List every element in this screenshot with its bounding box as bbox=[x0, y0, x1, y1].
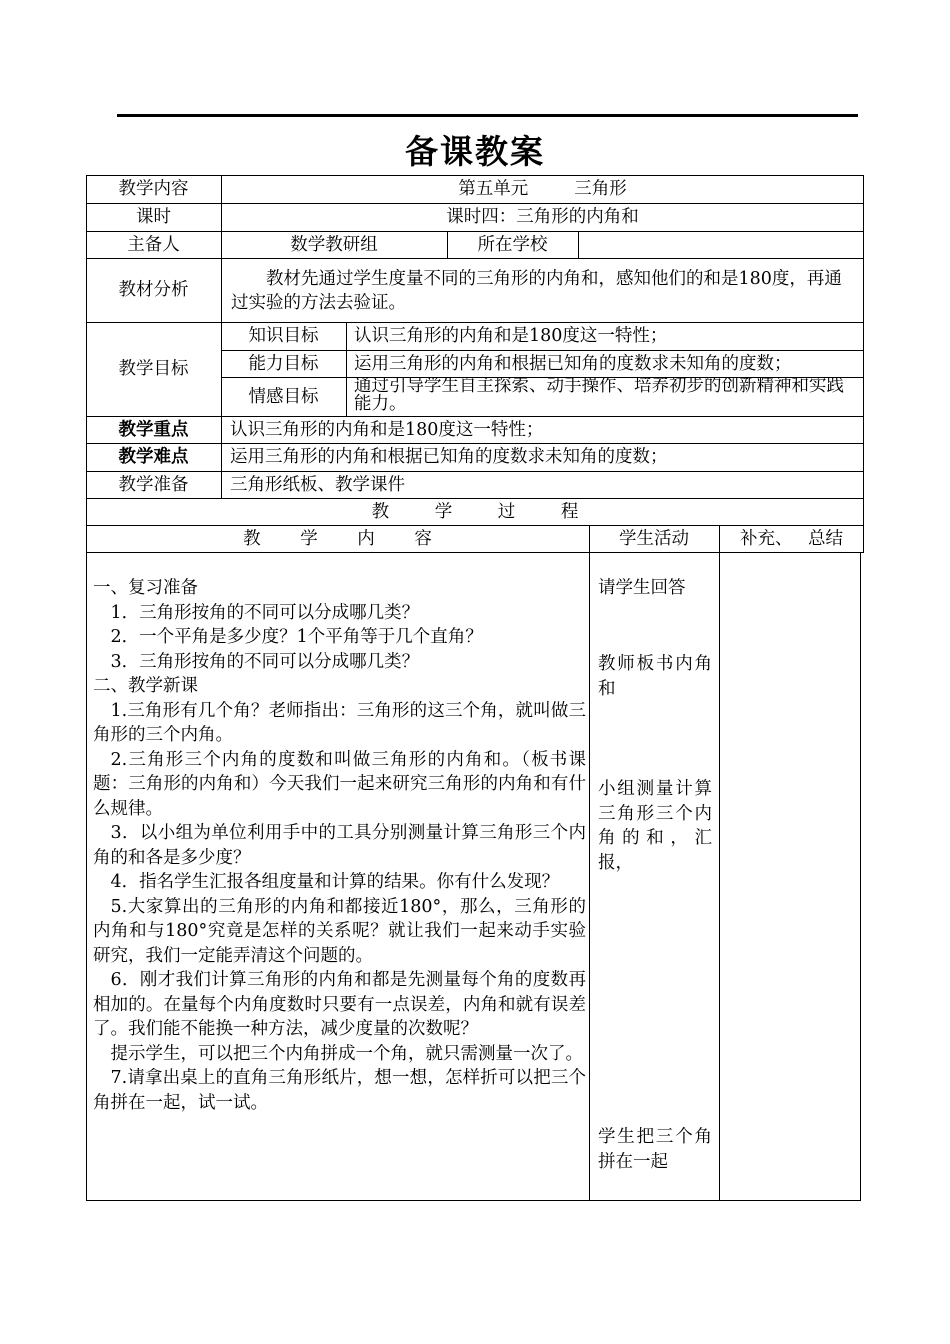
content-unit: 第五单元 bbox=[458, 179, 529, 199]
content-line: 1.三角形有几个角？老师指出：三角形的这三个角，就叫做三角形的三个内角。 bbox=[93, 700, 586, 745]
school-value bbox=[578, 231, 864, 258]
process-heading: 教 学 过 程 bbox=[371, 501, 579, 522]
content-line: 3．以小组为单位利用手中的工具分别测量计算三角形三个内角的和各是多少度？ bbox=[93, 823, 586, 868]
content-line: 3．三角形按角的不同可以分成哪几类？ bbox=[110, 651, 420, 672]
goal-emotion-label: 情感目标 bbox=[248, 386, 319, 407]
col-content-header: 教 学 内 容 bbox=[243, 529, 432, 549]
content-line: 2.三角形三个内角的度数和叫做三角形的内角和。（板书课题：三角形的内角和）今天我们一起来研究三角形的内角和有什么规律。 bbox=[93, 749, 586, 819]
goal-ability-text: 运用三角形的内角和根据已知角的度数求未知角的度数； bbox=[354, 353, 792, 374]
section-review: 一、复习准备 bbox=[93, 578, 198, 598]
process-content bbox=[93, 576, 586, 1115]
activity-measure: 小组测量计算三角形三个内角的和，汇报， bbox=[598, 779, 712, 873]
preparer-label: 主备人 bbox=[127, 234, 180, 255]
difficulty-label: 教学难点 bbox=[118, 447, 189, 467]
period-value: 课时四：三角形的内角和 bbox=[446, 207, 639, 227]
content-label: 教学内容 bbox=[118, 179, 189, 199]
key-point-text: 认识三角形的内角和是180度这一特性； bbox=[230, 419, 544, 440]
content-line: 2．一个平角是多少度？1个平角等于几个直角？ bbox=[110, 627, 483, 647]
key-point-label: 教学重点 bbox=[118, 419, 189, 440]
top-rule bbox=[117, 114, 858, 117]
content-line: 7.请拿出桌上的直角三角形纸片，想一想，怎样折可以把三个角拼在一起，试一试。 bbox=[93, 1068, 586, 1113]
activity-board: 教师板书内角和 bbox=[598, 654, 712, 699]
goal-knowledge-text: 认识三角形的内角和是180度这一特性； bbox=[354, 326, 668, 346]
analysis-label: 教材分析 bbox=[118, 280, 189, 300]
content-unit-topic bbox=[221, 175, 864, 203]
col-notes-header: 补充、 总结 bbox=[739, 529, 844, 549]
content-line: 5.大家算出的三角形的内角和都接近180°，那么，三角形的内角和与180°究竟是怎样的关系呢？就让我们一起来动手实验研究，我们一定能弄清这个问题的。 bbox=[93, 896, 586, 966]
preparation-label: 教学准备 bbox=[118, 474, 189, 495]
school-label: 所在学校 bbox=[477, 234, 548, 255]
page-title: 备课教案 bbox=[405, 132, 545, 171]
goals-label: 教学目标 bbox=[118, 359, 189, 379]
period-label: 课时 bbox=[136, 207, 171, 227]
content-line: 1．三角形按角的不同可以分成哪几类？ bbox=[110, 602, 420, 623]
content-line: 6．刚才我们计算三角形的内角和都是先测量每个角的度数再相加的。在量每个内角度数时只要有一点误差，内角和就有误差了。我们能不能换一种方法，减少度量的次数呢？ bbox=[93, 970, 586, 1039]
section-new-lesson: 二、教学新课 bbox=[93, 676, 198, 696]
activity-answer: 请学生回答 bbox=[598, 578, 686, 598]
difficulty-text: 运用三角形的内角和根据已知角的度数求未知角的度数； bbox=[230, 447, 668, 467]
content-line: 4．指名学生汇报各组度量和计算的结果。你有什么发现？ bbox=[110, 872, 560, 892]
content-topic: 三角形 bbox=[574, 179, 627, 199]
goal-emotion-text: 通过引导学生自主探索、动手操作、培养初步的创新精神和实践能力。 bbox=[354, 377, 844, 414]
goal-ability-label: 能力目标 bbox=[248, 353, 319, 374]
col-activity-header: 学生活动 bbox=[619, 529, 689, 549]
analysis-text: 教材先通过学生度量不同的三角形的内角和，感知他们的和是180度，再通过实验的方法去验证。 bbox=[231, 269, 842, 313]
preparer-value: 数学教研组 bbox=[290, 234, 378, 255]
content-line: 提示学生，可以把三个内角拼成一个角，就只需测量一次了。 bbox=[110, 1043, 583, 1064]
goal-knowledge-label: 知识目标 bbox=[248, 326, 319, 346]
activity-combine: 学生把三个角拼在一起 bbox=[598, 1127, 712, 1172]
preparation-text: 三角形纸板、教学课件 bbox=[230, 474, 405, 495]
